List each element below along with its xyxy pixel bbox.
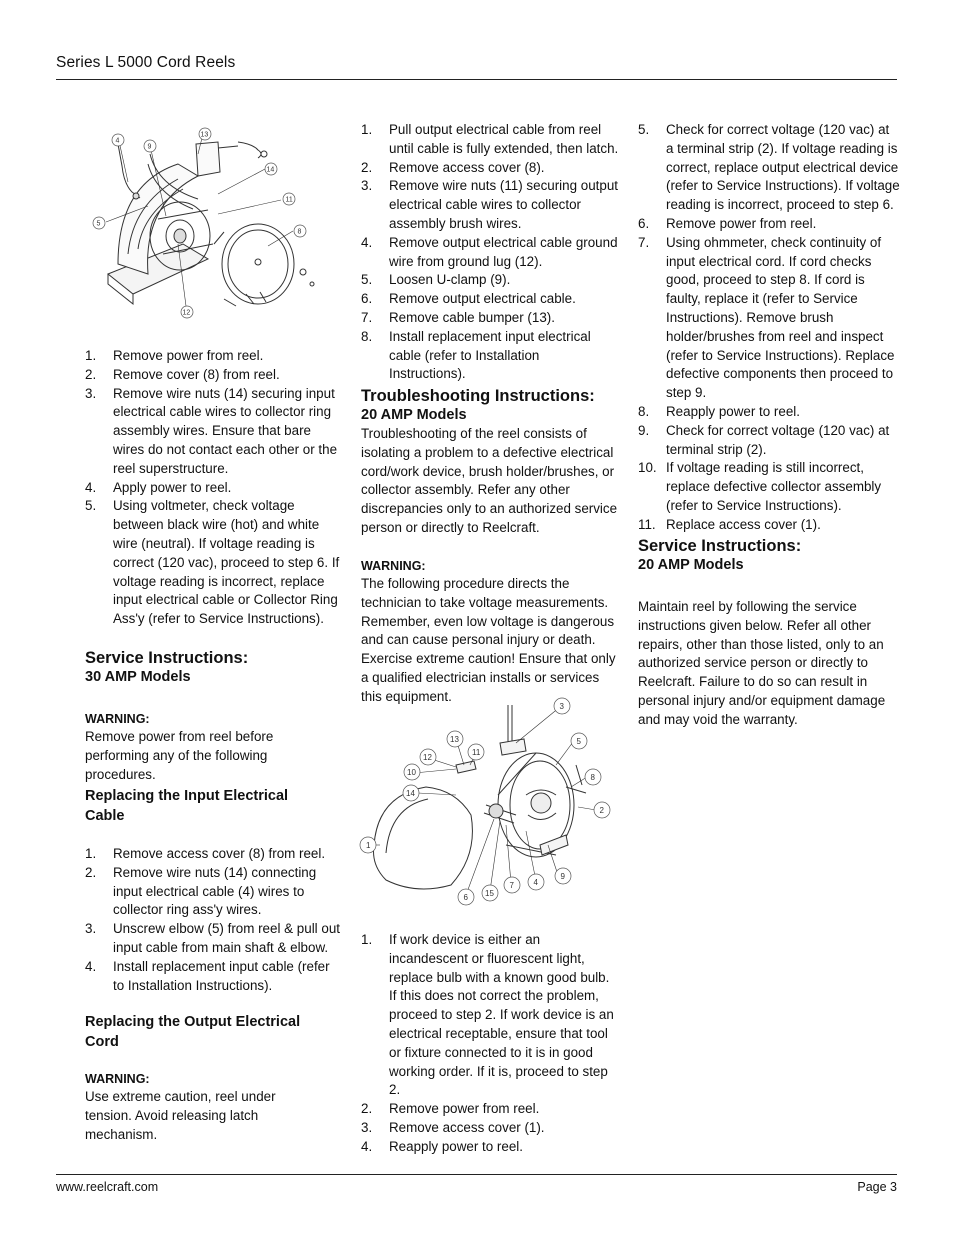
list-item: 5. Loosen U-clamp (9). — [361, 272, 511, 288]
exploded-diagram-20amp — [356, 695, 618, 910]
list-item: 4. Apply power to reel. — [85, 479, 232, 495]
list-item: 2. Remove wire nuts (14) connecting input electrical cable (4) wires to collector ring ass'y wires. — [85, 864, 317, 918]
callout-label: 5 — [96, 220, 101, 228]
callout-label: 12 — [182, 309, 191, 317]
troubleshooting-section — [361, 386, 619, 538]
warning-label: WARNING: — [85, 712, 150, 726]
callout-label: 6 — [463, 893, 468, 902]
callout-label: 14 — [406, 789, 415, 798]
service-section-20amp — [638, 536, 900, 575]
callout-label: 3 — [559, 702, 564, 711]
exploded-diagram-30amp — [88, 124, 328, 324]
list-item: 3. Unscrew elbow (5) from reel & pull out input cable from main shaft & elbow. — [85, 921, 340, 955]
section-heading: Service Instructions: — [85, 649, 249, 667]
header-rule — [56, 79, 897, 80]
callout-label: 4 — [533, 878, 538, 887]
list-item: 1. Remove power from reel. — [85, 348, 264, 363]
callout-label: 4 — [115, 137, 120, 145]
list-item: 4. Install replacement input cable (refer to Installation Instructions). — [85, 958, 330, 993]
removal-steps-30amp — [85, 347, 341, 629]
list-item: 7. Remove cable bumper (13). — [361, 309, 555, 325]
service-text: Maintain reel by following the service instructions given below. Refer all other repairs, other than those listed, only to an authorized service person or directly to Reelcraft. Failure to do so can result in personal injury and/or equipment damage and may void the warranty. — [638, 599, 886, 727]
service-text-block — [638, 598, 896, 730]
section-heading: Service Instructions: — [638, 537, 802, 555]
replace-output-heading: Replacing the Output Electrical Cord — [85, 1014, 301, 1050]
list-item: 8. Reapply power to reel. — [638, 403, 800, 419]
list-item: 3. Remove wire nuts (14) securing input electrical cable wires to collector ring assembly wires. Ensure that bare wires do not contact each other or the reel superstructure. — [85, 385, 338, 476]
footer-rule — [56, 1174, 897, 1175]
list-item: 1. Pull output electrical cable from reel until cable is fully extended, then latch. — [361, 122, 619, 156]
callout-label: 13 — [200, 131, 209, 139]
warning-block-2 — [85, 1070, 341, 1144]
callout-label: 8 — [297, 228, 302, 236]
troubleshooting-text: Troubleshooting of the reel consists of isolating a problem to a defective electrical cord/work device, brush holder/brushes, or collector assembly. Refer any other discrepancies only to an authorized service person or directly to Reelcraft. — [361, 426, 618, 535]
section-subheading: 30 AMP Models — [85, 669, 191, 685]
list-item: 2. Remove cover (8) from reel. — [85, 366, 280, 382]
list-item: 11. Replace access cover (1). — [638, 516, 821, 532]
list-item: 5. Using voltmeter, check voltage between black wire (hot) and white wire (neutral). If voltage reading is correct (120 vac), proceed to step 6. If voltage reading is incorrect, replace input electrical cable or Collector Ring Ass'y (refer to Service Instructions). — [85, 498, 340, 627]
list-item: 6. Remove power from reel. — [638, 215, 817, 231]
list-item: 4. Reapply power to reel. — [361, 1138, 523, 1154]
callout-label: 5 — [576, 737, 581, 746]
troubleshooting-steps — [361, 931, 619, 1157]
warning-text: Remove power from reel before performing any of the following procedures. — [85, 729, 274, 782]
warning-label: WARNING: — [85, 1072, 150, 1086]
troubleshooting-steps-continued — [638, 121, 900, 535]
warning-text: The following procedure directs the technician to take voltage measurements. Remember, even low voltage is dangerous and can cause personal injury or death. Exercise extreme caution! Ensure that only a qualified electrician installs or services this equipment. — [361, 576, 616, 704]
replace-input-steps — [85, 845, 341, 995]
section-subheading: 20 AMP Models — [361, 407, 467, 423]
callout-label: 10 — [407, 768, 416, 777]
list-item: 2. Remove access cover (8). — [361, 159, 545, 175]
callout-label: 7 — [509, 881, 514, 890]
column-1 — [85, 347, 341, 629]
list-item: 1. Remove access cover (8) from reel. — [85, 846, 326, 861]
list-item: 3. Remove access cover (1). — [361, 1119, 545, 1135]
list-item: 5. Check for correct voltage (120 vac) at a terminal strip (2). If voltage reading is correct, replace output electrical device (refer to Service Instructions). If voltage reading is incorrect, proceed to step 6. — [638, 122, 900, 213]
warning-block-3 — [361, 557, 619, 707]
callout-label: 11 — [472, 748, 481, 757]
list-item: 8. Install replacement input electrical cable (refer to Installation Instructions). — [361, 328, 591, 382]
list-item: 6. Remove output electrical cable. — [361, 291, 576, 307]
callout-label: 15 — [485, 889, 494, 898]
list-item: 4. Remove output electrical cable ground wire from ground lug (12). — [361, 234, 618, 269]
callout-label: 11 — [285, 196, 293, 204]
callout-label: 9 — [147, 143, 152, 151]
warning-block-1 — [85, 710, 341, 784]
replace-output-steps — [361, 121, 619, 384]
list-item: 2. Remove power from reel. — [361, 1101, 540, 1117]
footer-url: www.reelcraft.com — [56, 1180, 159, 1194]
list-item: 10. If voltage reading is still incorrect, replace defective collector assembly (refer to Service Instructions). — [638, 460, 882, 513]
callout-label: 13 — [450, 735, 459, 744]
callout-label: 12 — [423, 753, 432, 762]
section-heading: Troubleshooting Instructions: — [361, 387, 595, 405]
list-item: 1. If work device is either an incandescent or fluorescent light, replace bulb with a known good bulb. If this does not correct the problem, proceed to step 2. If work device is an electrical receptable, ensure that tool or fixture connected to it is in good working order. If it is, proceed to step 2. — [361, 932, 614, 1098]
callout-label: 14 — [266, 166, 275, 174]
callout-label: 9 — [560, 872, 565, 881]
section-subheading: 20 AMP Models — [638, 557, 744, 573]
callout-label: 1 — [366, 841, 371, 850]
callout-label: 2 — [599, 806, 604, 815]
callout-label: 8 — [590, 773, 595, 782]
warning-text: Use extreme caution, reel under tension. Avoid releasing latch mechanism. — [85, 1089, 276, 1142]
page-number: Page 3 — [857, 1180, 897, 1194]
list-item: 3. Remove wire nuts (11) securing output electrical cable wires to collector assembly brush wires. — [361, 178, 618, 231]
replace-input-heading: Replacing the Input Electrical Cable — [85, 788, 289, 824]
warning-label: WARNING: — [361, 559, 426, 573]
service-section-30amp — [85, 648, 341, 687]
page-header-title: Series L 5000 Cord Reels — [56, 54, 236, 71]
list-item: 7. Using ohmmeter, check continuity of input electrical cord. If cord checks good, proceed to step 8. If cord is faulty, replace it (refer to Service Instructions). Remove brush holder/brushes from reel and inspect (refer to Service Instructions). Replace defective components then proceed to step 9. — [638, 234, 895, 401]
list-item: 9. Check for correct voltage (120 vac) at terminal strip (2). — [638, 422, 890, 457]
